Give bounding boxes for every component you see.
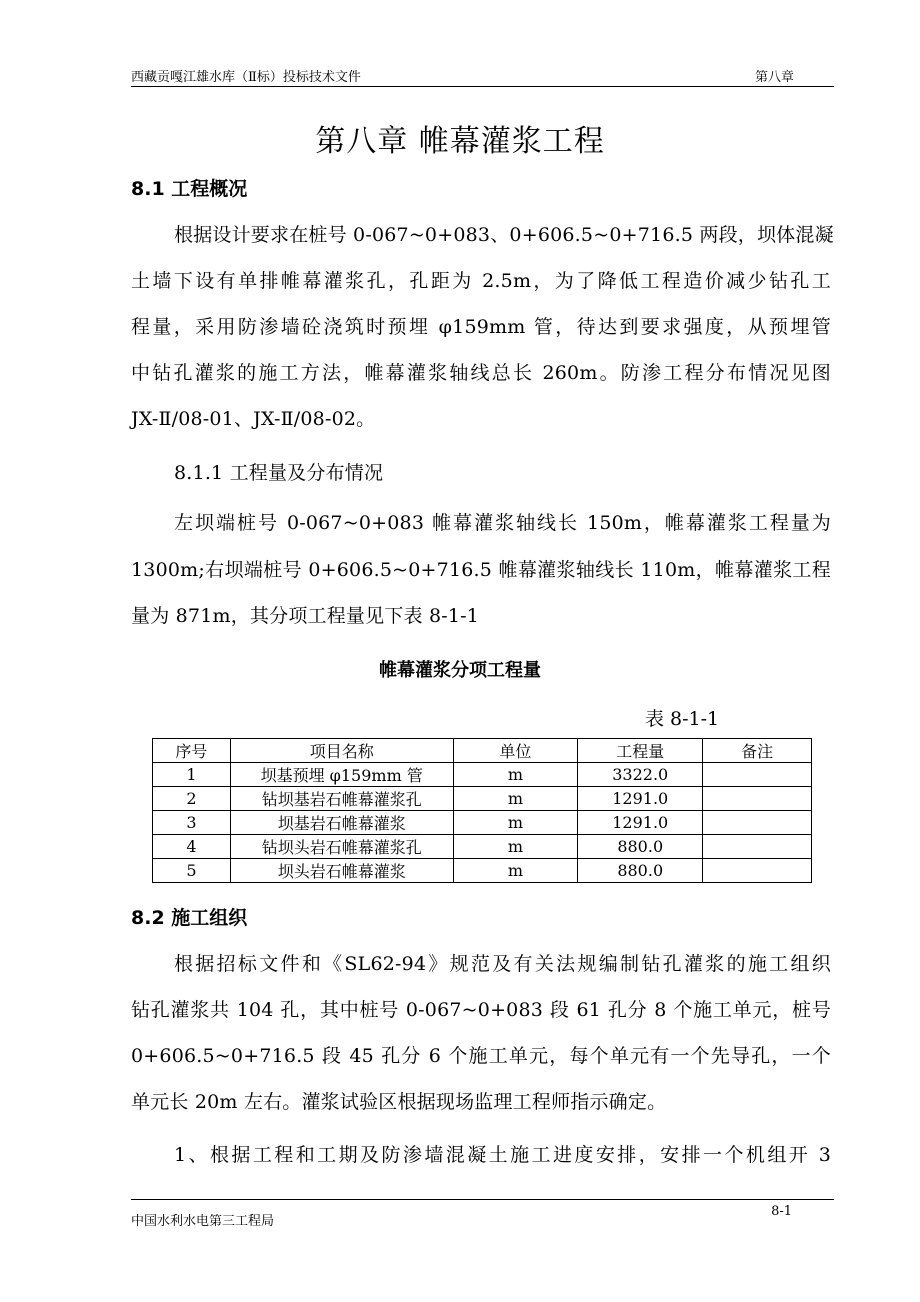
table-cell: m [453, 859, 578, 883]
paragraph-line: 左坝端桩号 0-067~0+083 帷幕灌浆轴线长 150m，帷幕灌浆工程量为 [174, 512, 831, 534]
table-cell: 3322.0 [578, 763, 703, 787]
table-cell: 坝基岩石帷幕灌浆 [230, 811, 453, 835]
column-header: 备注 [703, 739, 812, 763]
column-header: 项目名称 [230, 739, 453, 763]
column-header: 单位 [453, 739, 578, 763]
paragraph-line: 量为 871m，其分项工程量见下表 8-1-1 [131, 605, 480, 627]
chapter-label: 第八章 [754, 70, 794, 85]
table-cell [703, 811, 812, 835]
table-cell: m [453, 763, 578, 787]
table-cell [703, 787, 812, 811]
column-header: 序号 [153, 739, 231, 763]
table-cell: 2 [153, 787, 231, 811]
page-footer [131, 1199, 834, 1229]
paragraph-line: 根据招标文件和《SL62-94》规范及有关法规编制钻孔灌浆的施工组织 [174, 953, 831, 975]
section-8-1-heading: 8.1 工程概况 [131, 178, 248, 200]
table-row [153, 835, 812, 859]
page-number: 8-1 [771, 1204, 792, 1219]
table-cell: 坝头岩石帷幕灌浆 [230, 859, 453, 883]
quantity-table [152, 738, 812, 883]
table-cell [703, 859, 812, 883]
table-cell: 880.0 [578, 835, 703, 859]
paragraph-line: 钻孔灌浆共 104 孔，其中桩号 0-067~0+083 段 61 孔分 8 个施工单元，桩号 [131, 999, 831, 1021]
table-title: 帷幕灌浆分项工程量 [379, 660, 541, 681]
paragraph-line: 根据设计要求在桩号 0-067~0+083、0+606.5~0+716.5 两段，坝体混凝 [174, 224, 834, 246]
table-cell: 钻坝基岩石帷幕灌浆孔 [230, 787, 453, 811]
chapter-title: 第八章 帷幕灌浆工程 [315, 124, 605, 159]
table-cell: 5 [153, 859, 231, 883]
table-cell: 钻坝头岩石帷幕灌浆孔 [230, 835, 453, 859]
table-cell [703, 835, 812, 859]
table-cell [703, 763, 812, 787]
column-header: 工程量 [578, 739, 703, 763]
table-cell: 4 [153, 835, 231, 859]
paragraph-line: 程量，采用防渗墙砼浇筑时预埋 φ159mm 管，待达到要求强度，从预埋管 [131, 316, 831, 338]
subsection-8-1-1-heading: 8.1.1 工程量及分布情况 [174, 462, 384, 484]
table-cell: 880.0 [578, 859, 703, 883]
paragraph-line: 单元长 20m 左右。灌浆试验区根据现场监理工程师指示确定。 [131, 1091, 667, 1113]
table-cell: 1291.0 [578, 787, 703, 811]
section-8-2-heading: 8.2 施工组织 [131, 907, 248, 929]
table-cell: m [453, 787, 578, 811]
table-number: 表 8-1-1 [645, 708, 720, 730]
table-row [153, 811, 812, 835]
page-header [131, 62, 834, 87]
numbered-item-1: 1、根据工程和工期及防渗墙混凝土施工进度安排，安排一个机组开 3 [174, 1144, 831, 1166]
table-cell: 1291.0 [578, 811, 703, 835]
table-cell: 3 [153, 811, 231, 835]
table-cell: 1 [153, 763, 231, 787]
table-cell: m [453, 811, 578, 835]
paragraph-line: 中钻孔灌浆的施工方法，帷幕灌浆轴线总长 260m。防渗工程分布情况见图 [131, 362, 831, 384]
paragraph-line: JX-Ⅱ/08-01、JX-Ⅱ/08-02。 [131, 408, 376, 430]
table-cell: 坝基预埋 φ159mm 管 [230, 763, 453, 787]
table-header-row [153, 739, 812, 763]
table-row [153, 859, 812, 883]
table-cell: m [453, 835, 578, 859]
document-title: 西藏贡嘎江雄水库（Ⅱ标）投标技术文件 [131, 70, 361, 85]
table-row [153, 787, 812, 811]
paragraph-line: 0+606.5~0+716.5 段 45 孔分 6 个施工单元，每个单元有一个先导孔，一个 [131, 1045, 831, 1067]
paragraph-line: 土墙下设有单排帷幕灌浆孔，孔距为 2.5m，为了降低工程造价减少钻孔工 [131, 270, 831, 292]
table-row [153, 763, 812, 787]
paragraph-line: 1300m;右坝端桩号 0+606.5~0+716.5 帷幕灌浆轴线长 110m，帷幕灌浆工程 [131, 559, 831, 581]
footer-organization: 中国水利水电第三工程局 [131, 1214, 275, 1229]
